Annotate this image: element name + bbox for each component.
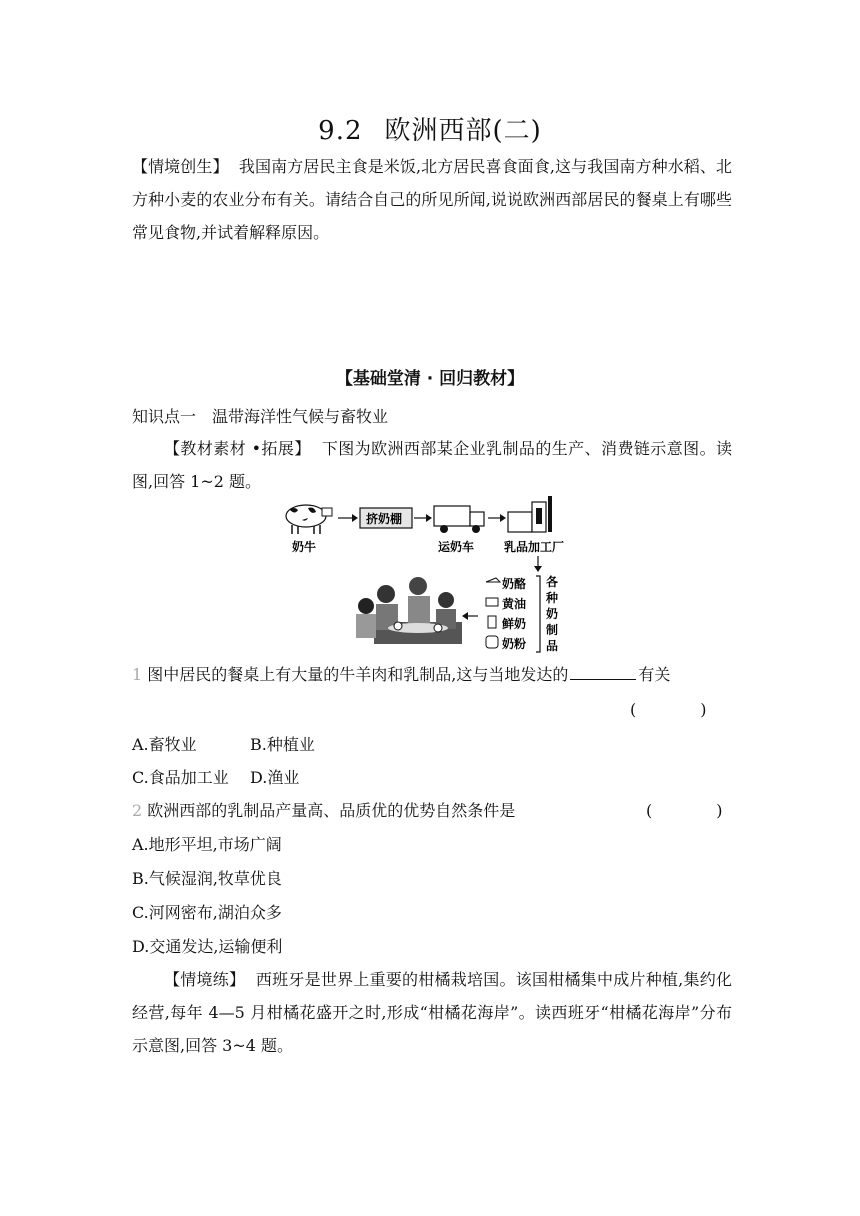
products-bracket xyxy=(536,576,540,652)
answer-paren[interactable]: ( ) xyxy=(630,700,707,719)
arrow-icon xyxy=(414,514,432,522)
answer-paren[interactable]: ( ) xyxy=(646,801,723,820)
page-title xyxy=(0,110,860,147)
question-1 xyxy=(132,662,670,685)
products-label-char: 奶 xyxy=(546,607,559,621)
practice-paragraph xyxy=(132,963,732,1062)
factory-icon xyxy=(508,496,552,532)
factory-label: 乳品加工厂 xyxy=(504,540,565,554)
down-arrow-icon xyxy=(534,556,542,572)
material-text: 下图为欧洲西部某企业乳制品的生产、消费链示意图。读图,回答 1~2 题。 xyxy=(132,439,733,491)
knowledge-point: 知识点一 温带海洋性气候与畜牧业 xyxy=(132,407,389,426)
section-number: 9.2 xyxy=(318,116,363,146)
practice-tag: 【情境练】 xyxy=(164,970,246,989)
answer-blank[interactable] xyxy=(570,663,636,680)
material-paragraph xyxy=(132,432,732,498)
question-2 xyxy=(132,798,515,821)
option-c[interactable]: C.河网密布,湖泊众多 xyxy=(132,903,282,922)
truck-label: 运奶车 xyxy=(438,540,475,554)
cow-icon xyxy=(286,505,332,534)
option-d[interactable]: D.渔业 xyxy=(250,768,300,787)
products-label-char: 各 xyxy=(546,575,559,589)
milking-shed-label: 挤奶棚 xyxy=(366,512,403,526)
product-butter: 黄油 xyxy=(502,597,527,611)
arrow-icon xyxy=(462,612,478,620)
question-number: 2 xyxy=(132,801,143,820)
dairy-chain-diagram xyxy=(278,494,578,654)
products-vertical-label xyxy=(545,574,562,653)
cow-label: 奶牛 xyxy=(292,540,317,554)
intro-text: 我国南方居民主食是米饭,北方居民喜食面食,这与我国南方种水稻、北方种小麦的农业分布有关。请结合自己的所见所闻,说说欧洲西部居民的餐桌上有哪些常见食物,并试着解释原因。 xyxy=(132,157,732,242)
product-icons xyxy=(486,578,500,648)
milk-truck-icon xyxy=(434,506,484,533)
product-fresh-milk: 鲜奶 xyxy=(502,617,527,631)
title-text: 欧洲西部(二) xyxy=(384,116,542,146)
products-label-char: 品 xyxy=(546,639,559,653)
question-2-text: 欧洲西部的乳制品产量高、品质优的优势自然条件是 xyxy=(147,801,516,820)
option-c[interactable]: C.食品加工业 xyxy=(132,768,229,787)
intro-paragraph xyxy=(132,150,732,249)
practice-text: 西班牙是世界上重要的柑橘栽培国。该国柑橘集中成片种植,集约化经营,每年 4—5 月柑橘花盛开之时,形成“柑橘花海岸”。读西班牙“柑橘花海岸”分布示意图,回答 3~4 题。 xyxy=(132,970,732,1055)
question-1-text-after: 有关 xyxy=(638,665,671,684)
option-d[interactable]: D.交通发达,运输便利 xyxy=(132,937,283,956)
option-b[interactable]: B.气候湿润,牧草优良 xyxy=(132,869,282,888)
section-heading: 【基础堂清 · 回归教材】 xyxy=(335,369,525,389)
question-1-text: 图中居民的餐桌上有大量的牛羊肉和乳制品,这与当地发达的 xyxy=(147,665,569,684)
product-cheese: 奶酪 xyxy=(502,577,527,591)
material-tag: 【教材素材 •拓展】 xyxy=(164,439,311,458)
products-label-char: 制 xyxy=(546,623,559,637)
arrow-icon xyxy=(488,514,506,522)
intro-tag: 【情境创生】 xyxy=(132,157,229,176)
product-milk-powder: 奶粉 xyxy=(502,637,527,651)
option-b[interactable]: B.种植业 xyxy=(250,735,315,754)
family-dining-illustration xyxy=(356,577,462,644)
option-a[interactable]: A.畜牧业 xyxy=(132,735,197,754)
option-a[interactable]: A.地形平坦,市场广阔 xyxy=(132,835,282,854)
products-label-char: 种 xyxy=(546,591,559,605)
arrow-icon xyxy=(338,514,358,522)
question-number: 1 xyxy=(132,665,143,684)
